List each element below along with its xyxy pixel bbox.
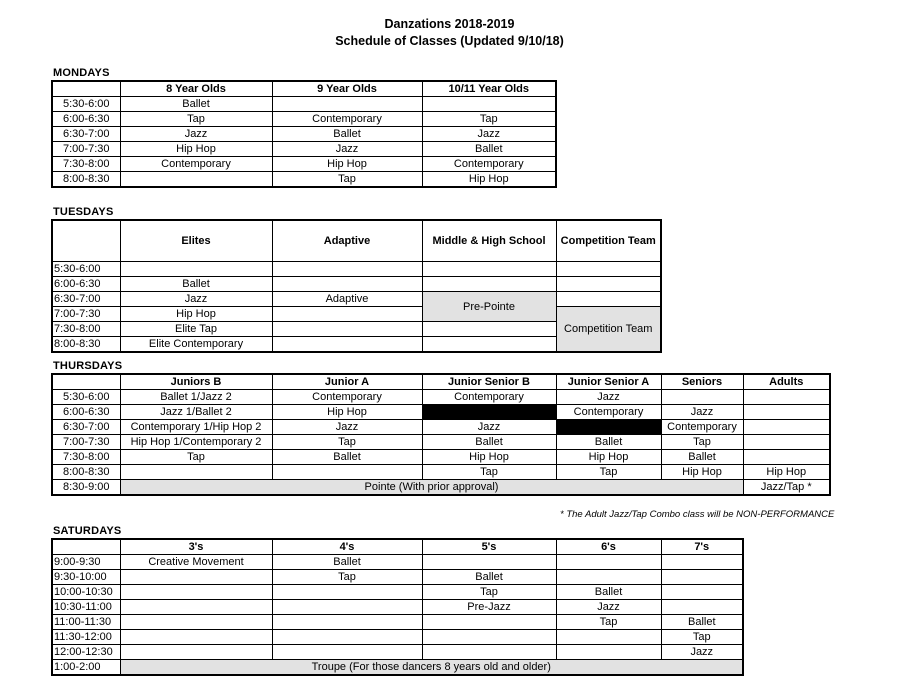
header-cell: Seniors xyxy=(661,374,743,390)
thursday-last-row xyxy=(52,480,830,496)
monday-header-row xyxy=(52,81,556,97)
class-cell xyxy=(743,450,830,465)
class-cell: Ballet xyxy=(556,435,661,450)
elites-cell: Ballet xyxy=(120,277,272,292)
class-cell xyxy=(422,555,556,570)
time-cell: 5:30-6:00 xyxy=(52,390,120,405)
header-cell: 10/11 Year Olds xyxy=(422,81,556,97)
time-cell: 7:30-8:00 xyxy=(52,157,120,172)
time-cell: 11:30-12:00 xyxy=(52,630,120,645)
class-cell: Ballet xyxy=(556,585,661,600)
class-cell xyxy=(556,420,661,435)
table-row xyxy=(52,142,556,157)
class-cell: Contemporary xyxy=(272,112,422,127)
thursday-label: THURSDAYS xyxy=(53,360,123,372)
time-cell: 1:00-2:00 xyxy=(52,660,120,676)
header-cell: 4's xyxy=(272,539,422,555)
time-cell: 6:30-7:00 xyxy=(52,127,120,142)
class-cell: Contemporary xyxy=(422,390,556,405)
header-cell: 5's xyxy=(422,539,556,555)
class-cell: Tap xyxy=(661,630,743,645)
time-cell: 9:30-10:00 xyxy=(52,570,120,585)
table-row xyxy=(52,450,830,465)
tuesday-row xyxy=(52,307,661,322)
header-cell: 8 Year Olds xyxy=(120,81,272,97)
class-cell: Hip Hop xyxy=(272,157,422,172)
time-cell: 6:30-7:00 xyxy=(52,292,120,307)
time-cell: 7:30-8:00 xyxy=(52,322,120,337)
class-cell xyxy=(661,600,743,615)
class-cell: Jazz xyxy=(272,142,422,157)
class-cell xyxy=(120,172,272,188)
tuesday-row xyxy=(52,262,661,277)
class-cell: Hip Hop xyxy=(743,465,830,480)
class-cell xyxy=(272,585,422,600)
time-cell: 8:00-8:30 xyxy=(52,337,120,353)
class-cell xyxy=(661,390,743,405)
class-cell xyxy=(120,600,272,615)
class-cell: Hip Hop xyxy=(661,465,743,480)
class-cell xyxy=(272,645,422,660)
competition-team-cell: Competition Team xyxy=(556,307,661,353)
class-cell xyxy=(120,585,272,600)
thursday-header-row xyxy=(52,374,830,390)
class-cell: Hip Hop 1/Contemporary 2 xyxy=(120,435,272,450)
class-cell: Ballet xyxy=(272,450,422,465)
table-row xyxy=(52,390,830,405)
header-cell: Juniors B xyxy=(120,374,272,390)
middle-high-cell xyxy=(422,322,556,337)
page-title: Danzations 2018-2019 xyxy=(384,17,515,31)
header-cell: 6's xyxy=(556,539,661,555)
header-cell: 9 Year Olds xyxy=(272,81,422,97)
header-cell: 3's xyxy=(120,539,272,555)
class-cell: Tap xyxy=(661,435,743,450)
saturday-label: SATURDAYS xyxy=(53,525,122,537)
header-time xyxy=(52,374,120,390)
class-cell: Tap xyxy=(272,435,422,450)
table-row xyxy=(52,555,743,570)
class-cell: Tap xyxy=(120,450,272,465)
monday-table xyxy=(51,80,557,188)
class-cell xyxy=(272,600,422,615)
class-cell: Hip Hop xyxy=(120,142,272,157)
class-cell: Jazz xyxy=(272,420,422,435)
class-cell: Tap xyxy=(272,172,422,188)
class-cell: Tap xyxy=(422,465,556,480)
elites-cell: Elite Tap xyxy=(120,322,272,337)
class-cell xyxy=(272,465,422,480)
adaptive-cell xyxy=(272,262,422,277)
table-row xyxy=(52,157,556,172)
elites-cell: Elite Contemporary xyxy=(120,337,272,353)
class-cell xyxy=(743,435,830,450)
class-cell xyxy=(556,630,661,645)
class-cell xyxy=(422,630,556,645)
header-time xyxy=(52,539,120,555)
class-cell: Hip Hop xyxy=(422,172,556,188)
table-row xyxy=(52,570,743,585)
class-cell: Jazz xyxy=(422,127,556,142)
class-cell: Creative Movement xyxy=(120,555,272,570)
adaptive-cell: Adaptive xyxy=(272,292,422,307)
adaptive-cell xyxy=(272,277,422,292)
class-cell: Jazz 1/Ballet 2 xyxy=(120,405,272,420)
time-cell: 7:00-7:30 xyxy=(52,435,120,450)
time-cell: 8:30-9:00 xyxy=(52,480,120,496)
class-cell: Ballet 1/Jazz 2 xyxy=(120,390,272,405)
table-row xyxy=(52,630,743,645)
adaptive-cell xyxy=(272,337,422,353)
monday-label: MONDAYS xyxy=(53,67,110,79)
time-cell: 9:00-9:30 xyxy=(52,555,120,570)
elites-cell xyxy=(120,262,272,277)
class-cell: Ballet xyxy=(661,615,743,630)
table-row xyxy=(52,97,556,112)
elites-cell: Jazz xyxy=(120,292,272,307)
class-cell xyxy=(743,405,830,420)
time-cell: 12:00-12:30 xyxy=(52,645,120,660)
class-cell: Tap xyxy=(422,112,556,127)
table-row xyxy=(52,435,830,450)
header-cell: 7's xyxy=(661,539,743,555)
tuesday-row xyxy=(52,292,661,307)
middle-high-cell xyxy=(422,262,556,277)
time-cell: 6:30-7:00 xyxy=(52,420,120,435)
tuesday-row xyxy=(52,277,661,292)
class-cell: Jazz xyxy=(556,600,661,615)
class-cell xyxy=(272,615,422,630)
class-cell: Contemporary xyxy=(661,420,743,435)
class-cell xyxy=(422,405,556,420)
class-cell: Ballet xyxy=(422,570,556,585)
class-cell xyxy=(556,645,661,660)
saturday-last-row xyxy=(52,660,743,676)
thursday-table xyxy=(51,373,831,496)
time-cell: 6:00-6:30 xyxy=(52,405,120,420)
tuesday-header-adaptive: Adaptive xyxy=(272,220,422,262)
class-cell xyxy=(422,97,556,112)
adaptive-cell xyxy=(272,307,422,322)
class-cell xyxy=(743,420,830,435)
time-cell: 7:00-7:30 xyxy=(52,142,120,157)
class-cell: Tap xyxy=(120,112,272,127)
table-row xyxy=(52,420,830,435)
class-cell: Pre-Jazz xyxy=(422,600,556,615)
table-row xyxy=(52,585,743,600)
class-cell: Tap xyxy=(556,465,661,480)
header-cell: Junior Senior A xyxy=(556,374,661,390)
competition-cell xyxy=(556,292,661,307)
competition-cell xyxy=(556,262,661,277)
tuesday-header-elites: Elites xyxy=(120,220,272,262)
adult-combo-cell: Jazz/Tap * xyxy=(743,480,830,496)
class-cell: Hip Hop xyxy=(556,450,661,465)
class-cell: Ballet xyxy=(661,450,743,465)
class-cell xyxy=(120,645,272,660)
class-cell: Jazz xyxy=(661,405,743,420)
elites-cell: Hip Hop xyxy=(120,307,272,322)
class-cell: Ballet xyxy=(272,555,422,570)
class-cell: Hip Hop xyxy=(422,450,556,465)
troupe-cell: Troupe (For those dancers 8 years old and older) xyxy=(120,660,743,676)
time-cell: 7:00-7:30 xyxy=(52,307,120,322)
time-cell: 11:00-11:30 xyxy=(52,615,120,630)
header-cell: Junior Senior B xyxy=(422,374,556,390)
class-cell: Jazz xyxy=(120,127,272,142)
class-cell: Ballet xyxy=(422,435,556,450)
class-cell: Hip Hop xyxy=(272,405,422,420)
class-cell: Jazz xyxy=(661,645,743,660)
class-cell: Contemporary xyxy=(556,405,661,420)
tuesday-header-row xyxy=(52,220,661,262)
class-cell: Contemporary 1/Hip Hop 2 xyxy=(120,420,272,435)
class-cell: Jazz xyxy=(556,390,661,405)
class-cell xyxy=(661,555,743,570)
page-subtitle: Schedule of Classes (Updated 9/10/18) xyxy=(335,34,564,48)
prepointe-cell: Pre-Pointe xyxy=(422,292,556,322)
class-cell xyxy=(422,615,556,630)
time-cell: 8:00-8:30 xyxy=(52,465,120,480)
class-cell xyxy=(120,630,272,645)
class-cell: Tap xyxy=(272,570,422,585)
pointe-cell: Pointe (With prior approval) xyxy=(120,480,743,496)
table-row xyxy=(52,465,830,480)
class-cell: Jazz xyxy=(422,420,556,435)
middle-high-cell xyxy=(422,277,556,292)
table-row xyxy=(52,127,556,142)
class-cell: Tap xyxy=(556,615,661,630)
class-cell: Ballet xyxy=(120,97,272,112)
competition-cell xyxy=(556,277,661,292)
saturday-table xyxy=(51,538,744,676)
class-cell xyxy=(120,570,272,585)
saturday-header-row xyxy=(52,539,743,555)
tuesday-header-middle-high: Middle & High School xyxy=(422,220,556,262)
table-row xyxy=(52,405,830,420)
class-cell xyxy=(120,465,272,480)
table-row xyxy=(52,600,743,615)
time-cell: 5:30-6:00 xyxy=(52,97,120,112)
time-cell: 8:00-8:30 xyxy=(52,172,120,188)
tuesday-label: TUESDAYS xyxy=(53,206,114,218)
tuesday-header-time xyxy=(52,220,120,262)
adaptive-cell xyxy=(272,322,422,337)
class-cell: Contemporary xyxy=(120,157,272,172)
adult-note: * The Adult Jazz/Tap Combo class will be NON-PERFORMANCE xyxy=(560,509,835,520)
table-row xyxy=(52,172,556,188)
class-cell: Tap xyxy=(422,585,556,600)
tuesday-table xyxy=(51,219,662,353)
class-cell xyxy=(661,585,743,600)
header-cell: Junior A xyxy=(272,374,422,390)
time-cell: 10:00-10:30 xyxy=(52,585,120,600)
time-cell: 5:30-6:00 xyxy=(52,262,120,277)
class-cell xyxy=(661,570,743,585)
middle-high-cell xyxy=(422,337,556,353)
header-time xyxy=(52,81,120,97)
class-cell xyxy=(272,97,422,112)
class-cell xyxy=(556,570,661,585)
class-cell: Contemporary xyxy=(272,390,422,405)
class-cell: Ballet xyxy=(272,127,422,142)
time-cell: 6:00-6:30 xyxy=(52,277,120,292)
class-cell xyxy=(422,645,556,660)
time-cell: 7:30-8:00 xyxy=(52,450,120,465)
time-cell: 10:30-11:00 xyxy=(52,600,120,615)
class-cell xyxy=(743,390,830,405)
tuesday-header-competition: Competition Team xyxy=(556,220,661,262)
header-cell: Adults xyxy=(743,374,830,390)
time-cell: 6:00-6:30 xyxy=(52,112,120,127)
class-cell xyxy=(556,555,661,570)
table-row xyxy=(52,645,743,660)
class-cell xyxy=(272,630,422,645)
table-row xyxy=(52,615,743,630)
table-row xyxy=(52,112,556,127)
class-cell: Ballet xyxy=(422,142,556,157)
class-cell: Contemporary xyxy=(422,157,556,172)
class-cell xyxy=(120,615,272,630)
